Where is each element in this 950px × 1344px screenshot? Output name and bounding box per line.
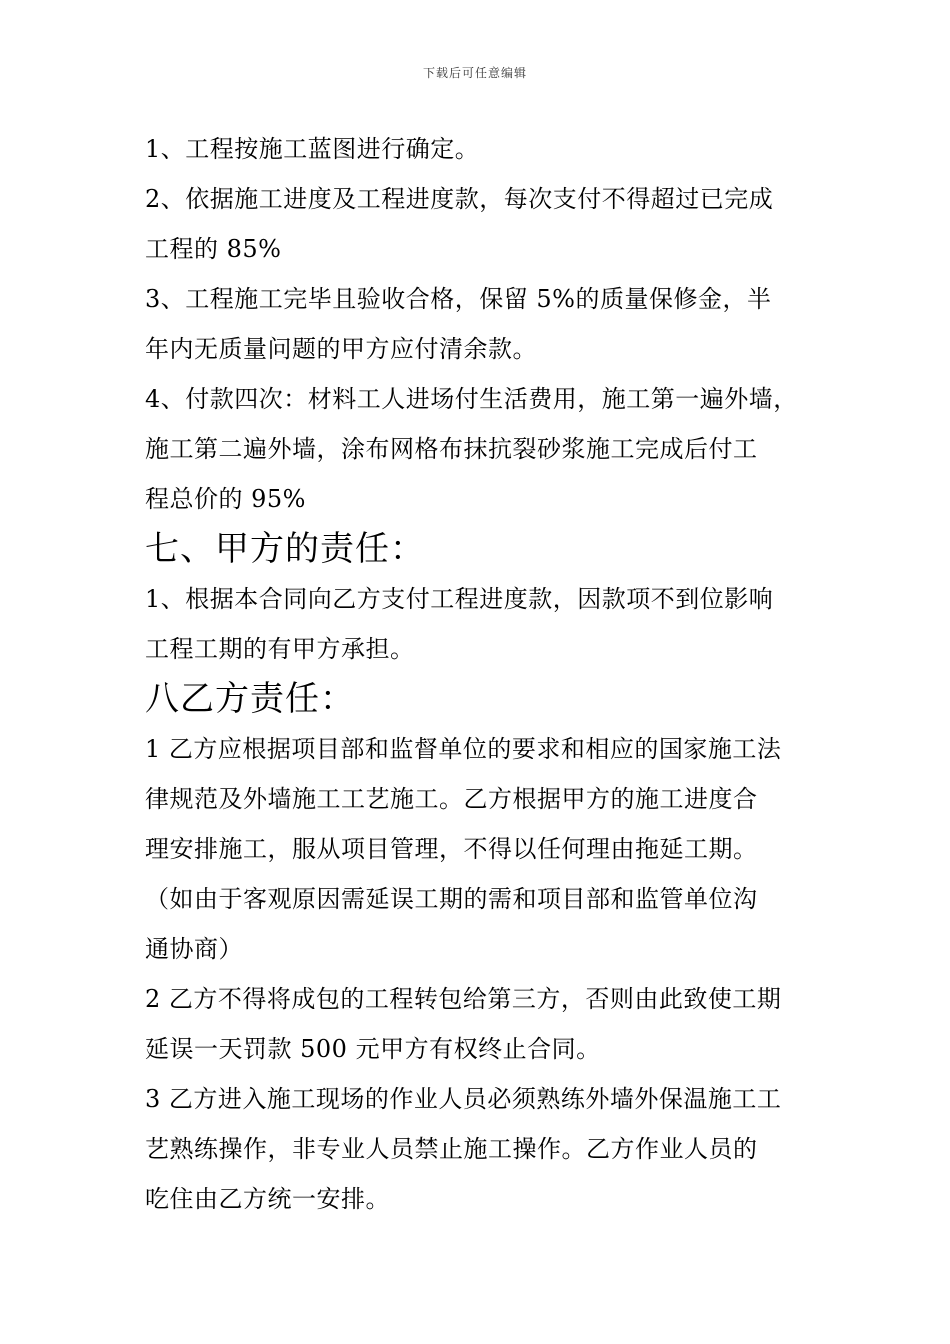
clause-6-3-line-1: 3、工程施工完毕且验收合格，保留 5%的质量保修金，半 <box>145 285 772 313</box>
clause-6-3-line-2: 年内无质量问题的甲方应付清余款。 <box>145 335 537 363</box>
clause-8-3-line-2: 艺熟练操作，非专业人员禁止施工操作。乙方作业人员的 <box>145 1135 758 1163</box>
clause-7-1-line-1: 1、根据本合同向乙方支付工程进度款，因款项不到位影响 <box>145 585 774 613</box>
clause-8-1-line-3: 理安排施工，服从项目管理，不得以任何理由拖延工期。 <box>145 835 758 863</box>
clause-8-3-line-1: 3 乙方进入施工现场的作业人员必须熟练外墙外保温施工工 <box>145 1085 782 1113</box>
clause-7-1-line-2: 工程工期的有甲方承担。 <box>145 635 415 663</box>
clause-8-3-line-3: 吃住由乙方统一安排。 <box>145 1185 390 1213</box>
clause-8-1-line-2: 律规范及外墙施工工艺施工。乙方根据甲方的施工进度合 <box>145 785 758 813</box>
document-body <box>145 124 810 1224</box>
clause-6-4-line-3: 程总价的 95% <box>145 485 306 513</box>
clause-6-1: 1、工程按施工蓝图进行确定。 <box>145 135 480 163</box>
clause-6-2-line-2: 工程的 85% <box>145 235 282 263</box>
clause-6-4-line-2: 施工第二遍外墙，涂布网格布抹抗裂砂浆施工完成后付工 <box>145 435 758 463</box>
clause-8-2-line-1: 2 乙方不得将成包的工程转包给第三方，否则由此致使工期 <box>145 985 782 1013</box>
clause-8-1-line-1: 1 乙方应根据项目部和监督单位的要求和相应的国家施工法 <box>145 735 782 763</box>
clause-8-2-line-2: 延误一天罚款 500 元甲方有权终止合同。 <box>145 1035 601 1063</box>
clause-6-4-line-1: 4、付款四次：材料工人进场付生活费用，施工第一遍外墙， <box>145 385 798 413</box>
section-heading-7: 七、甲方的责任： <box>145 529 425 569</box>
section-heading-8: 八乙方责任： <box>145 679 355 719</box>
clause-8-1-line-5: 通协商） <box>145 935 243 963</box>
clause-8-1-line-4: （如由于客观原因需延误工期的需和项目部和监管单位沟 <box>145 885 758 913</box>
page-header: 下载后可任意编辑 <box>422 66 527 80</box>
clause-6-2-line-1: 2、依据施工进度及工程进度款，每次支付不得超过已完成 <box>145 185 774 213</box>
